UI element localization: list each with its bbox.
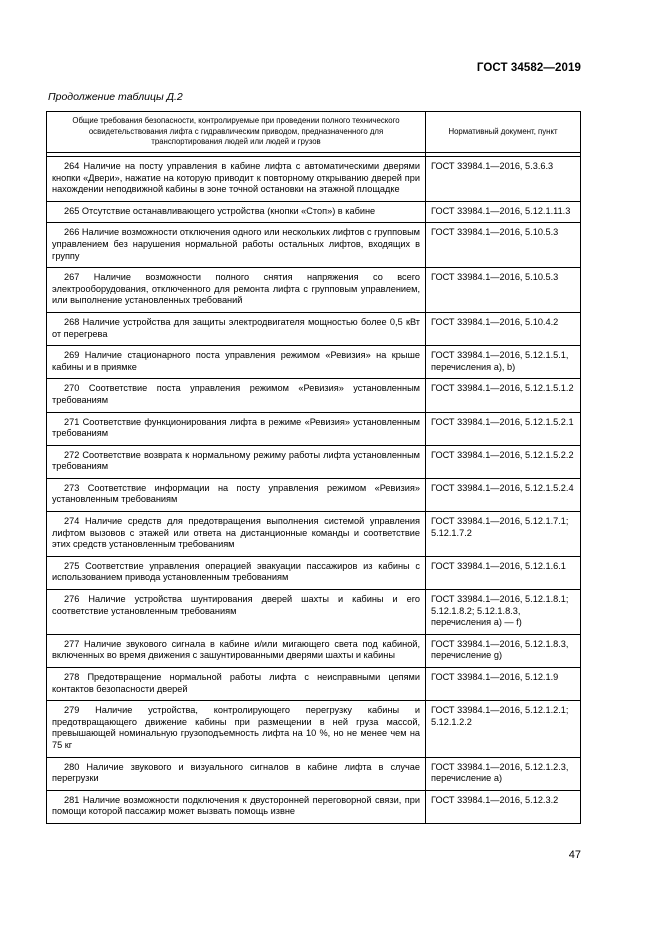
table-row <box>47 478 581 511</box>
requirement-cell <box>47 379 426 412</box>
requirement-cell <box>47 668 426 701</box>
requirement-text: 271 Соответствие функционирования лифта в режиме «Ревизия» установленным требованиям <box>52 416 420 439</box>
reference-cell: ГОСТ 33984.1—2016, 5.10.5.3 <box>426 268 581 313</box>
table-row <box>47 634 581 667</box>
requirement-text: 276 Наличие устройства шунтирования дверей шахты и кабины и его соответствие установленным требованиям <box>52 594 420 616</box>
requirement-text: 279 Наличие устройства, контролирующего перегрузку кабины и предотвращающего движение кабины при размещении в ней груза массой, превышающей номинальную грузоподъемность лифта на 10 %, но не менее чем на 75 кг <box>52 705 420 750</box>
requirement-cell <box>47 201 426 223</box>
requirement-text: 270 Соответствие поста управления режимом «Ревизия» установленным требованиям <box>52 383 420 405</box>
reference-cell: ГОСТ 33984.1—2016, 5.3.6.3 <box>426 157 581 202</box>
table-row <box>47 668 581 701</box>
reference-cell: ГОСТ 33984.1—2016, 5.10.4.2 <box>426 312 581 345</box>
requirement-text: 269 Наличие стационарного поста управления режимом «Ревизия» на крыше кабины и в приямке <box>52 350 420 372</box>
column-header-requirements: Общие требования безопасности, контролируемые при проведении полного технического освидетельствования лифта с гидравлическим приводом, предназначенного для транспортирования людей или людей и грузов <box>47 112 426 153</box>
table-row <box>47 445 581 478</box>
table-row <box>47 157 581 202</box>
page-number: 47 <box>568 849 581 861</box>
table-row <box>47 512 581 557</box>
requirement-cell <box>47 757 426 790</box>
requirement-cell <box>47 268 426 313</box>
requirement-cell <box>47 512 426 557</box>
table-row <box>47 790 581 823</box>
reference-cell: ГОСТ 33984.1—2016, 5.12.1.8.3, перечисление g) <box>426 634 581 667</box>
requirement-cell <box>47 346 426 379</box>
requirement-cell <box>47 412 426 445</box>
requirement-cell <box>47 312 426 345</box>
table-row <box>47 590 581 635</box>
requirement-cell <box>47 223 426 268</box>
reference-cell: ГОСТ 33984.1—2016, 5.12.1.7.1; 5.12.1.7.2 <box>426 512 581 557</box>
requirement-cell <box>47 590 426 635</box>
requirement-cell <box>47 556 426 589</box>
requirement-text: 274 Наличие средств для предотвращения выполнения системой управления лифтом вызовов с этажей или ответа на дистанционные команды и соответствие этих средств установленным требованиям <box>52 516 420 550</box>
reference-cell: ГОСТ 33984.1—2016, 5.12.1.5.2.4 <box>426 478 581 511</box>
reference-cell: ГОСТ 33984.1—2016, 5.12.1.2.3, перечисление a) <box>426 757 581 790</box>
requirement-cell <box>47 790 426 823</box>
table-row <box>47 346 581 379</box>
table-row <box>47 268 581 313</box>
requirements-table <box>46 111 581 824</box>
requirement-text: 267 Наличие возможности полного снятия напряжения со всего электрооборудования, отключенного для ремонта лифта с групповым управлением, или выполнение установленных требований <box>52 272 420 306</box>
table-caption: Продолжение таблицы Д.2 <box>48 91 183 103</box>
reference-cell: ГОСТ 33984.1—2016, 5.12.1.5.2.1 <box>426 412 581 445</box>
requirement-cell <box>47 157 426 202</box>
reference-cell: ГОСТ 33984.1—2016, 5.12.1.2.1; 5.12.1.2.2 <box>426 701 581 757</box>
reference-cell: ГОСТ 33984.1—2016, 5.12.1.8.1; 5.12.1.8.2; 5.12.1.8.3, перечисления a) — f) <box>426 590 581 635</box>
table-row <box>47 379 581 412</box>
reference-cell: ГОСТ 33984.1—2016, 5.12.1.9 <box>426 668 581 701</box>
requirement-cell <box>47 478 426 511</box>
reference-cell: ГОСТ 33984.1—2016, 5.12.1.6.1 <box>426 556 581 589</box>
requirement-text: 275 Соответствие управления операцией эвакуации пассажиров из кабины с использованием привода установленным требованиям <box>52 560 420 583</box>
requirement-text: 273 Соответствие информации на посту управления режимом «Ревизия» установленным требованиям <box>52 482 420 505</box>
table-row <box>47 412 581 445</box>
table-row <box>47 201 581 223</box>
requirement-cell <box>47 634 426 667</box>
requirement-text: 265 Отсутствие останавливающего устройства (кнопки «Стоп») в кабине <box>64 205 376 216</box>
reference-cell: ГОСТ 33984.1—2016, 5.12.1.11.3 <box>426 201 581 223</box>
reference-cell: ГОСТ 33984.1—2016, 5.12.1.5.1, перечисления a), b) <box>426 346 581 379</box>
requirement-text: 264 Наличие на посту управления в кабине лифта с автоматическими дверями кнопки «Двери», нажатие на которую приводит к повторному открыванию дверей при нахождении неподвижной кабины в зоне точной остановки на этажной площадке <box>52 161 420 195</box>
requirement-text: 272 Соответствие возврата к нормальному режиму работы лифта установленным требованиям <box>52 449 420 472</box>
table-body <box>47 153 581 824</box>
reference-cell: ГОСТ 33984.1—2016, 5.12.1.5.2.2 <box>426 445 581 478</box>
table-row <box>47 223 581 268</box>
table-row <box>47 556 581 589</box>
requirement-text: 278 Предотвращение нормальной работы лифта с неисправными цепями контактов безопасности дверей <box>52 672 420 694</box>
requirement-text: 281 Наличие возможности подключения к двусторонней переговорной связи, при помощи которой пассажир может вызвать помощь извне <box>52 794 420 817</box>
requirement-text: 280 Наличие звукового и визуального сигналов в кабине лифта в случае перегрузки <box>52 761 420 784</box>
requirement-cell <box>47 445 426 478</box>
reference-cell: ГОСТ 33984.1—2016, 5.12.1.5.1.2 <box>426 379 581 412</box>
reference-cell: ГОСТ 33984.1—2016, 5.10.5.3 <box>426 223 581 268</box>
requirement-text: 277 Наличие звукового сигнала в кабине и/или мигающего света под кабиной, включенных во время движения с зашунтированными дверями шахты и кабины <box>52 638 420 661</box>
table-row <box>47 757 581 790</box>
table-header-row <box>47 112 581 153</box>
requirement-cell <box>47 701 426 757</box>
column-header-reference: Нормативный документ, пункт <box>426 112 581 153</box>
requirement-text: 268 Наличие устройства для защиты электродвигателя мощностью более 0,5 кВт от перегрева <box>52 316 420 339</box>
table-row <box>47 701 581 757</box>
reference-cell: ГОСТ 33984.1—2016, 5.12.3.2 <box>426 790 581 823</box>
document-code: ГОСТ 34582—2019 <box>476 62 581 74</box>
requirement-text: 266 Наличие возможности отключения одного или нескольких лифтов с групповым управлением без нарушения нормальной работы остальных лифтов, входящих в группу <box>52 227 420 261</box>
table-row <box>47 312 581 345</box>
